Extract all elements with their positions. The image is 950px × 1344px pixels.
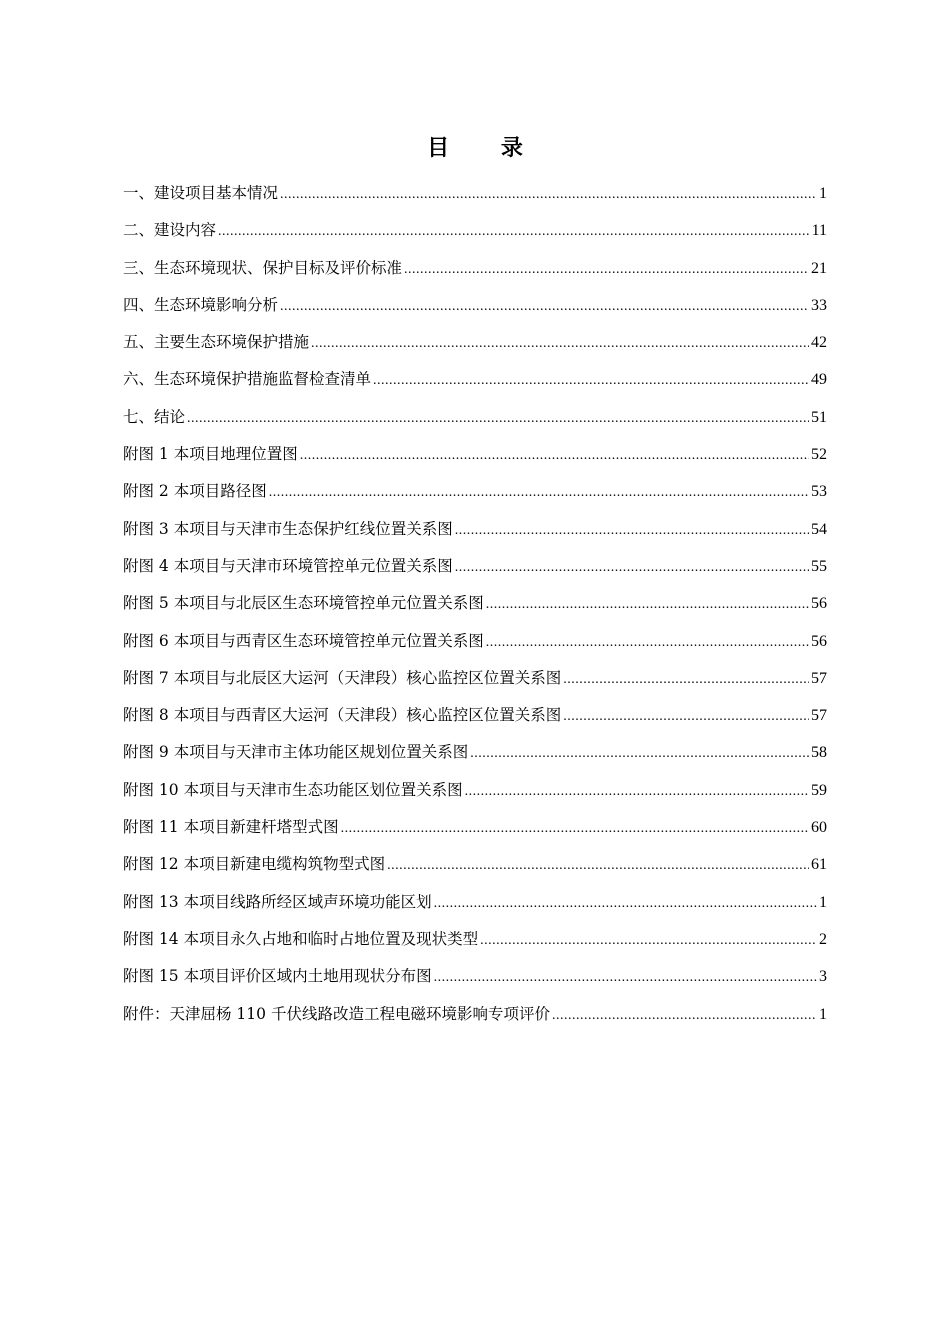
toc-entry[interactable] [123,253,827,290]
toc-entry-page: 56 [811,595,827,613]
toc-entry-label: 附图 1 本项目地理位置图 [123,445,298,464]
toc-entry[interactable] [123,700,827,737]
toc-dot-leader [470,739,809,769]
toc-entry[interactable] [123,588,827,625]
toc-entry-label: 附图 15 本项目评价区域内土地用现状分布图 [123,967,432,986]
toc-entry-label: 六、生态环境保护措施监督检查清单 [123,370,372,389]
toc-entry[interactable] [123,402,827,439]
toc-entry[interactable] [123,924,827,961]
toc-dot-leader [434,889,817,919]
toc-entry[interactable] [123,626,827,663]
toc-entry-page: 51 [811,408,827,426]
toc-entry[interactable] [123,364,827,401]
toc-dot-leader [434,963,817,993]
toc-entry-page: 2 [819,930,827,948]
toc-entry[interactable] [123,439,827,476]
toc-entry-page: 11 [811,222,827,240]
toc-title: 目 录 [427,136,545,161]
toc-dot-leader [486,628,809,658]
toc-dot-leader [563,665,809,695]
toc-dot-leader [187,404,809,434]
toc-entry[interactable] [123,849,827,886]
toc-entry[interactable] [123,999,827,1036]
toc-entry-label: 附图 10 本项目与天津市生态功能区划位置关系图 [123,780,463,799]
toc-entry-label: 五、主要生态环境保护措施 [123,333,310,352]
toc-entry[interactable] [123,215,827,252]
toc-entry[interactable] [123,514,827,551]
toc-entry[interactable] [123,961,827,998]
toc-entry-label: 附图 3 本项目与天津市生态保护红线位置关系图 [123,519,453,538]
toc-entry-page: 54 [811,520,827,538]
toc-dot-leader [218,217,810,247]
toc-entry-label: 附图 9 本项目与天津市主体功能区规划位置关系图 [123,743,469,762]
toc-dot-leader [455,516,809,546]
toc-dot-leader [280,292,809,322]
toc-entry-page: 3 [819,968,827,986]
toc-entry[interactable] [123,775,827,812]
toc-entry-label: 一、建设项目基本情况 [123,184,279,202]
toc-entry[interactable] [123,290,827,327]
table-of-contents [123,178,827,1036]
toc-entry-page: 1 [819,1005,827,1023]
toc-dot-leader [373,366,809,396]
toc-dot-leader [486,590,809,620]
toc-entry-label: 附图 13 本项目线路所经区域声环境功能区划 [123,892,432,911]
toc-dot-leader [455,553,809,583]
toc-entry-page: 49 [811,371,827,389]
toc-entry[interactable] [123,812,827,849]
toc-dot-leader [480,926,817,956]
toc-entry-page: 57 [811,707,827,725]
toc-dot-leader [341,814,809,844]
toc-dot-leader [552,1001,817,1031]
toc-entry-page: 55 [811,557,827,575]
toc-entry-label: 附图 11 本项目新建杆塔型式图 [123,818,339,837]
toc-entry-label: 附件：天津屈杨 110 千伏线路改造工程电磁环境影响专项评价 [123,1004,550,1023]
toc-entry-page: 1 [819,185,827,202]
toc-dot-leader [387,851,809,881]
toc-entry[interactable] [123,476,827,513]
toc-dot-leader [404,255,809,285]
toc-entry[interactable] [123,327,827,364]
toc-entry-label: 附图 4 本项目与天津市环境管控单元位置关系图 [123,556,453,575]
toc-entry[interactable] [123,737,827,774]
toc-entry-page: 60 [811,819,827,837]
toc-entry-page: 56 [811,632,827,650]
toc-entry-page: 58 [811,744,827,762]
toc-entry-label: 附图 2 本项目路径图 [123,482,267,501]
toc-entry-page: 53 [811,483,827,501]
toc-dot-leader [465,777,809,807]
toc-entry-page: 57 [811,669,827,687]
toc-entry-label: 附图 5 本项目与北辰区生态环境管控单元位置关系图 [123,594,484,613]
toc-entry-label: 附图 7 本项目与北辰区大运河（天津段）核心监控区位置关系图 [123,668,562,687]
toc-entry-label: 附图 12 本项目新建电缆构筑物型式图 [123,855,386,874]
toc-entry[interactable] [123,551,827,588]
toc-entry-label: 三、生态环境现状、保护目标及评价标准 [123,258,403,277]
toc-entry[interactable] [123,178,827,215]
toc-entry-label: 附图 6 本项目与西青区生态环境管控单元位置关系图 [123,631,484,650]
toc-entry-page: 1 [819,893,827,911]
toc-entry-page: 59 [811,781,827,799]
toc-entry-label: 七、结论 [123,407,186,426]
toc-entry-page: 52 [811,446,827,464]
toc-entry-page: 61 [811,856,827,874]
toc-dot-leader [563,702,809,732]
toc-entry[interactable] [123,887,827,924]
toc-dot-leader [269,478,809,508]
toc-entry-page: 42 [811,334,827,352]
toc-entry-label: 附图 14 本项目永久占地和临时占地位置及现状类型 [123,929,479,948]
toc-entry-label: 二、建设内容 [123,221,217,240]
toc-entry-label: 附图 8 本项目与西青区大运河（天津段）核心监控区位置关系图 [123,706,562,725]
toc-entry[interactable] [123,663,827,700]
toc-dot-leader [300,441,809,471]
toc-entry-page: 33 [811,296,827,314]
toc-dot-leader [311,329,809,359]
toc-entry-label: 四、生态环境影响分析 [123,295,279,314]
toc-entry-page: 21 [811,259,827,277]
toc-dot-leader [280,180,817,210]
